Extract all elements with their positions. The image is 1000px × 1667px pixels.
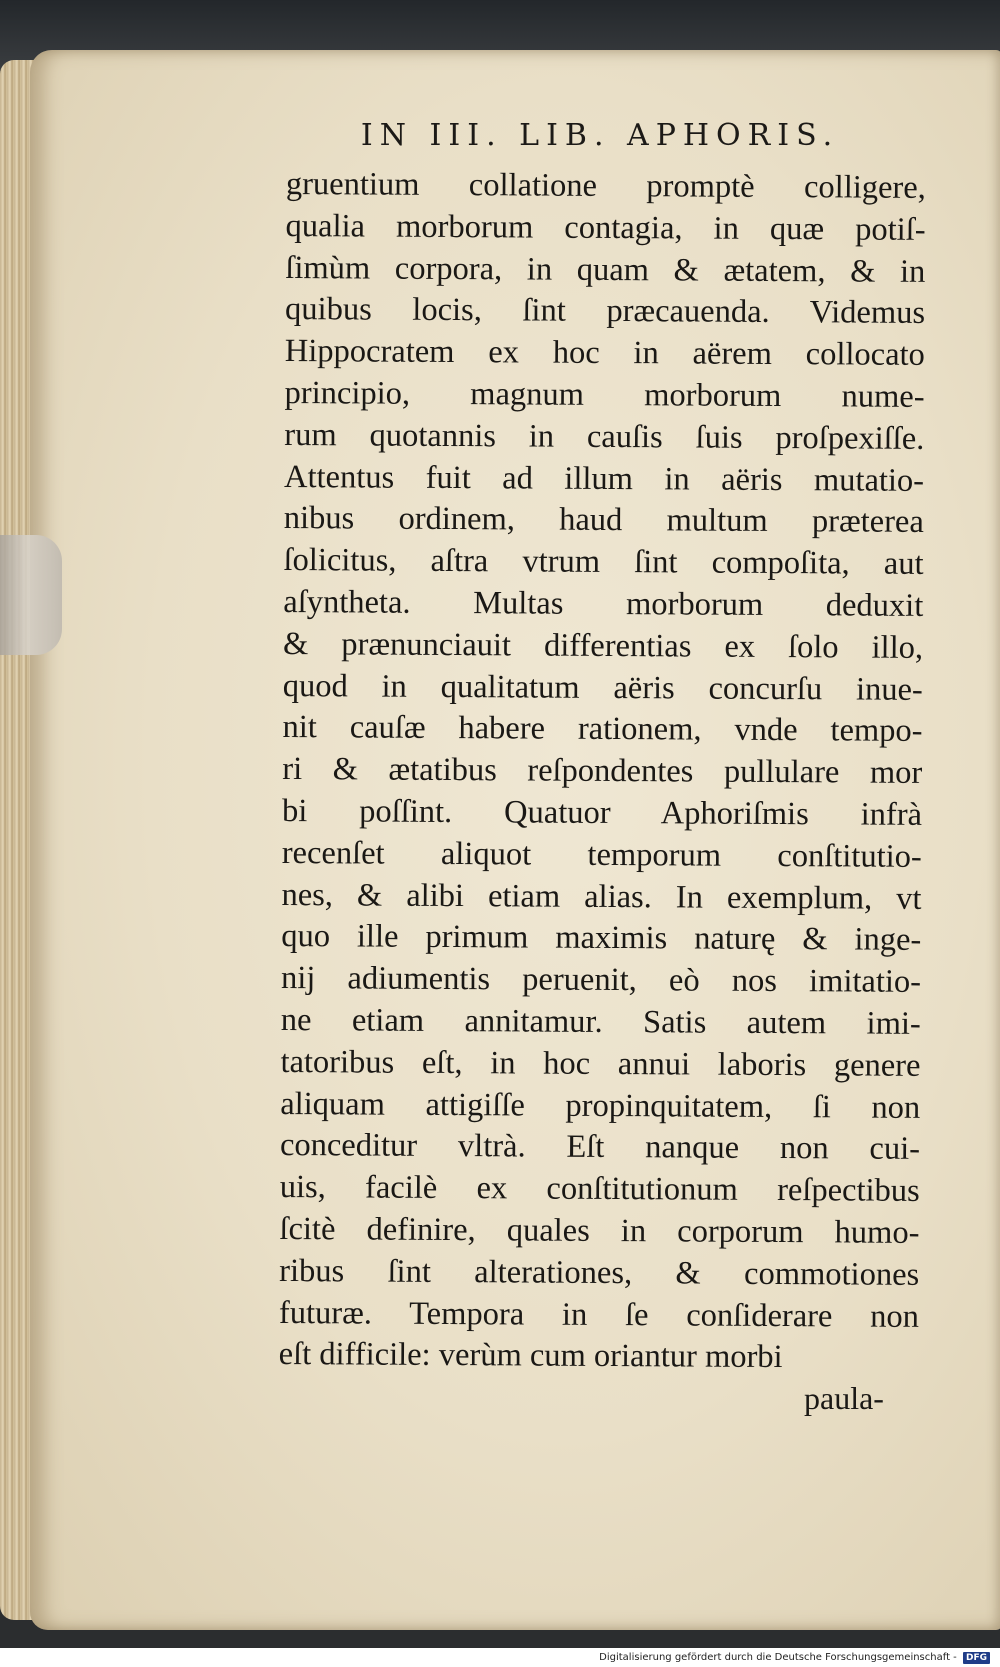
text-line: nit cauſæ habere rationem, vnde tempo- [282, 709, 923, 750]
text-line: ſimùm corpora, in quam & ætatem, & in [285, 249, 926, 290]
text-line: conceditur vltrà. Eſt nanque non cui- [279, 1127, 921, 1168]
text-line: uis, facilè ex conſtitutionum reſpectibus [279, 1169, 920, 1210]
text-line: ſcitè definire, quales in corporum humo- [279, 1210, 920, 1251]
text-line: tatoribus eſt, in hoc annui laboris genere [280, 1043, 921, 1084]
text-line: aſyntheta. Multas morborum deduxit [283, 583, 924, 624]
dfg-logo: DFG [963, 1652, 990, 1664]
text-line: quibus locis, ſint præcauenda. Videmus [285, 291, 926, 332]
text-line: quod in qualitatum aëris concurſu inue- [282, 667, 923, 708]
body-text [279, 164, 926, 1380]
text-line: qualia morborum contagia, in quæ potiſ- [285, 207, 926, 248]
catchword: paula- [804, 1380, 884, 1416]
text-line: gruentium collatione promptè colligere, [285, 165, 926, 206]
text-line: Attentus fuit ad illum in aëris mutatio- [283, 458, 925, 499]
text-line: ri & ætatibus reſpondentes pullulare mor [282, 751, 923, 792]
text-line: nij adiumentis peruenit, eò nos imitatio- [280, 960, 922, 1001]
text-line: recenſet aliquot temporum conſtitutio- [281, 834, 922, 875]
text-line: futuræ. Tempora in ſe conſiderare non [278, 1294, 920, 1335]
text-line: principio, magnum morborum nume- [284, 374, 925, 415]
credit-text: Digitalisierung gefördert durch die Deutsche Forschungsgemeinschaft - [599, 1652, 957, 1663]
text-line: bi poſſint. Quatuor Aphoriſmis infrà [281, 792, 923, 833]
text-line: eſt difficile: verùm cum oriantur morbi [278, 1336, 783, 1376]
running-head: IN III. LIB. APHORIS. [360, 118, 840, 153]
text-line: aliquam attigiſſe propinquitatem, ſi non [280, 1085, 921, 1126]
digitization-credit [599, 1652, 990, 1664]
page-clip [0, 535, 62, 655]
text-line: Hippocratem ex hoc in aërem collocato [284, 333, 925, 374]
text-line: ſolicitus, aſtra vtrum ſint compoſita, aut [283, 542, 924, 583]
text-line: ribus ſint alterationes, & commotiones [279, 1252, 920, 1293]
text-line: rum quotannis in cauſis ſuis proſpexiſſe. [284, 416, 925, 457]
text-line: & prænunciauit differentias ex ſolo illo, [282, 625, 924, 666]
text-line: nibus ordinem, haud multum præterea [283, 500, 924, 541]
text-line: ne etiam annitamur. Satis autem imi- [280, 1001, 921, 1042]
text-line: nes, & alibi etiam alias. In exemplum, vt [281, 876, 922, 917]
text-line: quo ille primum maximis naturę & inge- [281, 918, 922, 959]
